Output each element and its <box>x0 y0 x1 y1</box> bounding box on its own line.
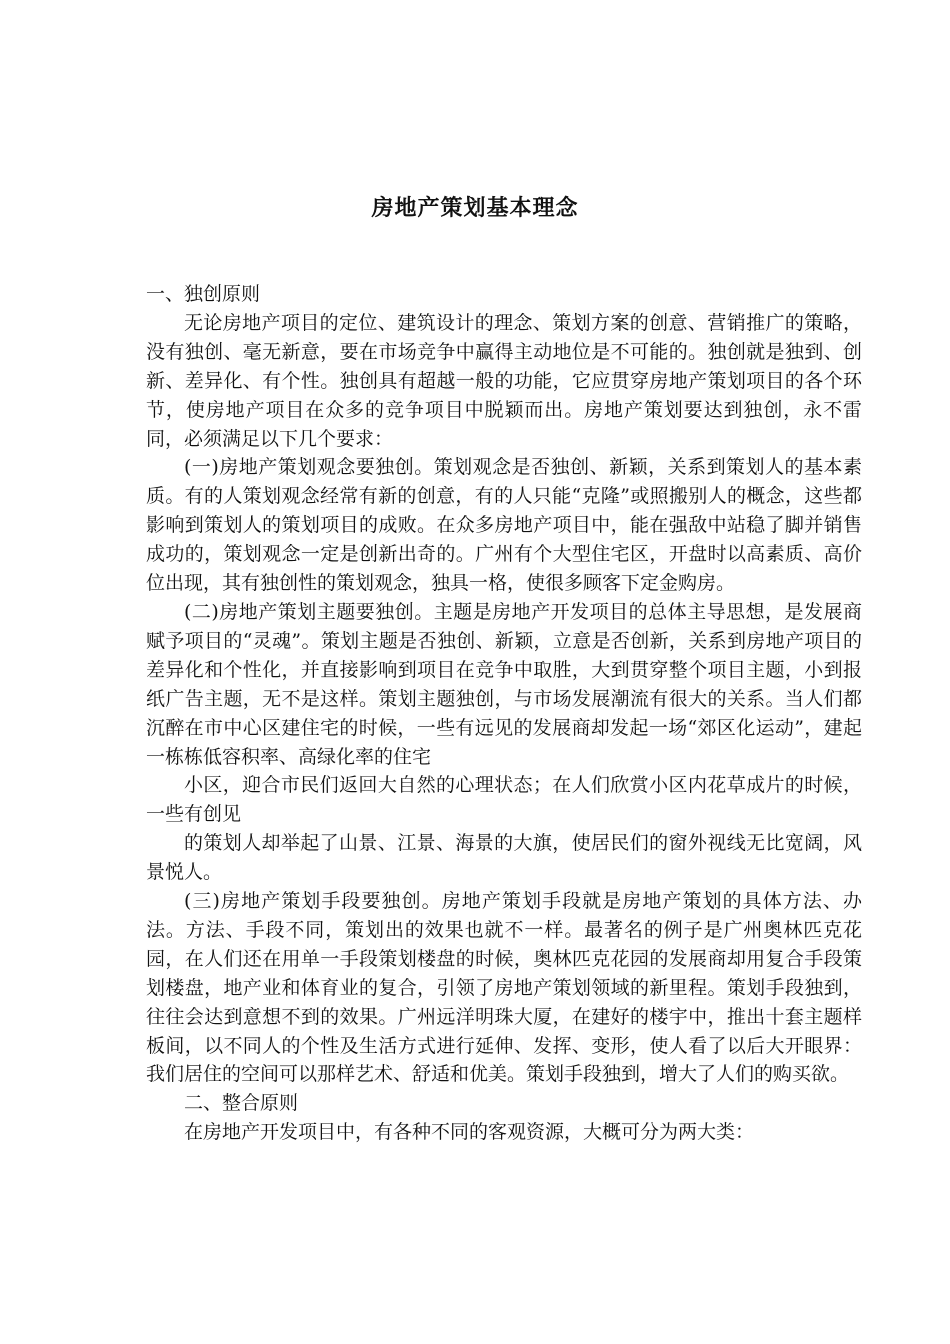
paragraph: (二)房地产策划主题要独创。主题是房地产开发项目的总体主导思想，是发展商赋予项目的“灵魂”。策划主题是否独创、新颖，立意是否创新，关系到房地产项目的差异化和个性化，并直接影响到项目在竞争中取胜，大到贯穿整个项目主题，小到报纸广告主题，无不是这样。策划主题独创，与市场发展潮流有很大的关系。当人们都沉醉在市中心区建住宅的时候，一些有远见的发展商却发起一场“郊区化运动”，建起一栋栋低容积率、高绿化率的住宅 <box>146 600 862 768</box>
paragraph: (一)房地产策划观念要独创。策划观念是否独创、新颖，关系到策划人的基本素质。有的人策划观念经常有新的创意，有的人只能“克隆”或照搬别人的概念，这些都影响到策划人的策划项目的成败。在众多房地产项目中，能在强敌中站稳了脚并销售成功的，策划观念一定是创新出奇的。广州有个大型住宅区，开盘时以高素质、高价位出现，其有独创性的策划观念，独具一格，使很多顾客下定金购房。 <box>146 456 862 595</box>
section-heading: 二、整合原则 <box>184 1092 299 1115</box>
paragraph: 的策划人却举起了山景、江景、海景的大旗，使居民们的窗外视线无比宽阔，风景悦人。 <box>146 832 862 884</box>
paragraph: (三)房地产策划手段要独创。房地产策划手段就是房地产策划的具体方法、办法。方法、手段不同，策划出的效果也就不一样。最著名的例子是广州奥林匹克花园，在人们还在用单一手段策划楼盘的时候，奥林匹克花园的发展商却用复合手段策划楼盘，地产业和体育业的复合，引领了房地产策划领域的新里程。策划手段独到，往往会达到意想不到的效果。广州远洋明珠大厦，在建好的楼宇中，推出十套主题样板间，以不同人的个性及生活方式进行延伸、发挥、变形，使人看了以后大开眼界：我们居住的空间可以那样艺术、舒适和优美。策划手段独到，增大了人们的购买欲。 <box>146 890 862 1086</box>
document-body <box>146 280 862 1147</box>
document-title: 房地产策划基本理念 <box>371 195 579 221</box>
paragraph: 在房地产开发项目中，有各种不同的客观资源，大概可分为两大类： <box>184 1121 755 1144</box>
section-heading: 一、独创原则 <box>146 283 261 305</box>
paragraph: 无论房地产项目的定位、建筑设计的理念、策划方案的创意、营销推广的策略，没有独创、毫无新意，要在市场竞争中赢得主动地位是不可能的。独创就是独到、创新、差异化、有个性。独创具有超越一般的功能，它应贯穿房地产策划项目的各个环节，使房地产项目在众多的竞争项目中脱颖而出。房地产策划要达到独创，永不雷同，必须满足以下几个要求： <box>146 311 862 450</box>
paragraph: 小区，迎合市民们返回大自然的心理状态；在人们欣赏小区内花草成片的时候，一些有创见 <box>146 774 862 826</box>
